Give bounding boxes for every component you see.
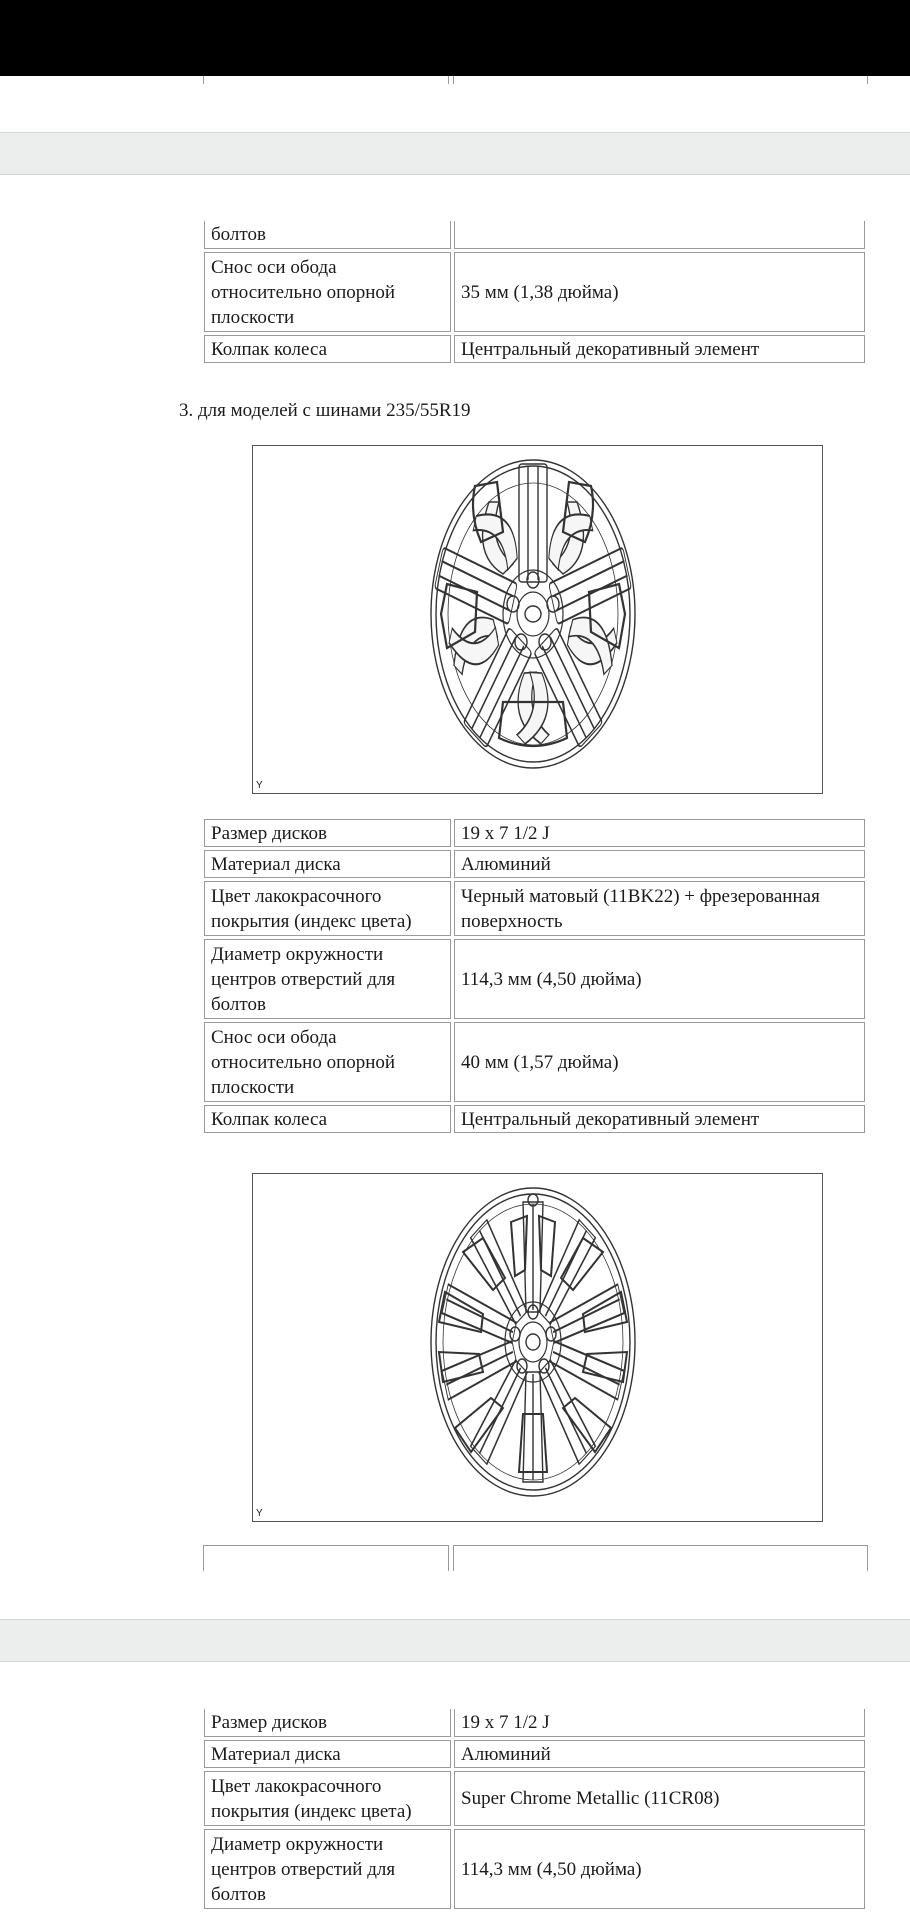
page-separator — [0, 1619, 910, 1662]
spec-value: 114,3 мм (4,50 дюйма) — [454, 1829, 865, 1909]
spec-value: Черный матовый (11BK22) + фрезерованная поверхность — [454, 881, 865, 936]
status-bar — [0, 0, 910, 76]
spec-key: Колпак колеса — [204, 335, 451, 363]
table-row — [204, 1105, 865, 1133]
figure-code: Y — [256, 780, 263, 791]
table-row — [204, 1829, 865, 1909]
wheel-spec-table-4 — [201, 1706, 868, 1912]
wheel-figure-1 — [252, 445, 823, 794]
spec-key: Материал диска — [204, 850, 451, 878]
table-row — [204, 335, 865, 363]
page-separator — [0, 132, 910, 175]
spec-value: Алюминий — [454, 850, 865, 878]
spec-value: Центральный декоративный элемент — [454, 335, 865, 363]
spec-key: Колпак колеса — [204, 1105, 451, 1133]
spec-value: 19 x 7 1/2 J — [454, 1709, 865, 1737]
spec-value: 114,3 мм (4,50 дюйма) — [454, 939, 865, 1019]
table-row — [204, 1709, 865, 1737]
spec-value: 35 мм (1,38 дюйма) — [454, 252, 865, 332]
wheel-5-double-spoke-icon — [253, 446, 822, 793]
table-continuation-top — [203, 76, 866, 84]
spec-value: Центральный декоративный элемент — [454, 1105, 865, 1133]
table-row — [204, 221, 865, 249]
spec-key: Цвет лакокрасочного покрытия (индекс цвета) — [204, 881, 451, 936]
spec-key: болтов — [204, 221, 451, 249]
table-continuation-bottom — [203, 1545, 866, 1571]
spec-key: Размер дисков — [204, 819, 451, 847]
table-row — [204, 1022, 865, 1102]
table-row — [204, 1771, 865, 1826]
table-row — [204, 939, 865, 1019]
spec-key: Снос оси обода относительно опорной плоскости — [204, 1022, 451, 1102]
spec-key: Диаметр окружности центров отверстий для болтов — [204, 1829, 451, 1909]
table-row — [204, 252, 865, 332]
wheel-spec-table-2 — [201, 218, 868, 366]
section-heading: 3. для моделей с шинами 235/55R19 — [179, 400, 471, 421]
spec-value: 19 x 7 1/2 J — [454, 819, 865, 847]
wheel-spec-table-3 — [201, 816, 868, 1136]
wheel-10-spoke-icon — [253, 1174, 822, 1521]
spec-value — [454, 221, 865, 249]
spec-value: Алюминий — [454, 1740, 865, 1768]
table-row — [204, 850, 865, 878]
spec-key: Размер дисков — [204, 1709, 451, 1737]
figure-code: Y — [256, 1508, 263, 1519]
table-row — [204, 1740, 865, 1768]
spec-value: Super Chrome Metallic (11CR08) — [454, 1771, 865, 1826]
spec-value: 40 мм (1,57 дюйма) — [454, 1022, 865, 1102]
spec-key: Диаметр окружности центров отверстий для болтов — [204, 939, 451, 1019]
wheel-figure-2 — [252, 1173, 823, 1522]
table-row — [204, 881, 865, 936]
spec-key: Материал диска — [204, 1740, 451, 1768]
spec-key: Снос оси обода относительно опорной плоскости — [204, 252, 451, 332]
table-row — [204, 819, 865, 847]
spec-key: Цвет лакокрасочного покрытия (индекс цвета) — [204, 1771, 451, 1826]
